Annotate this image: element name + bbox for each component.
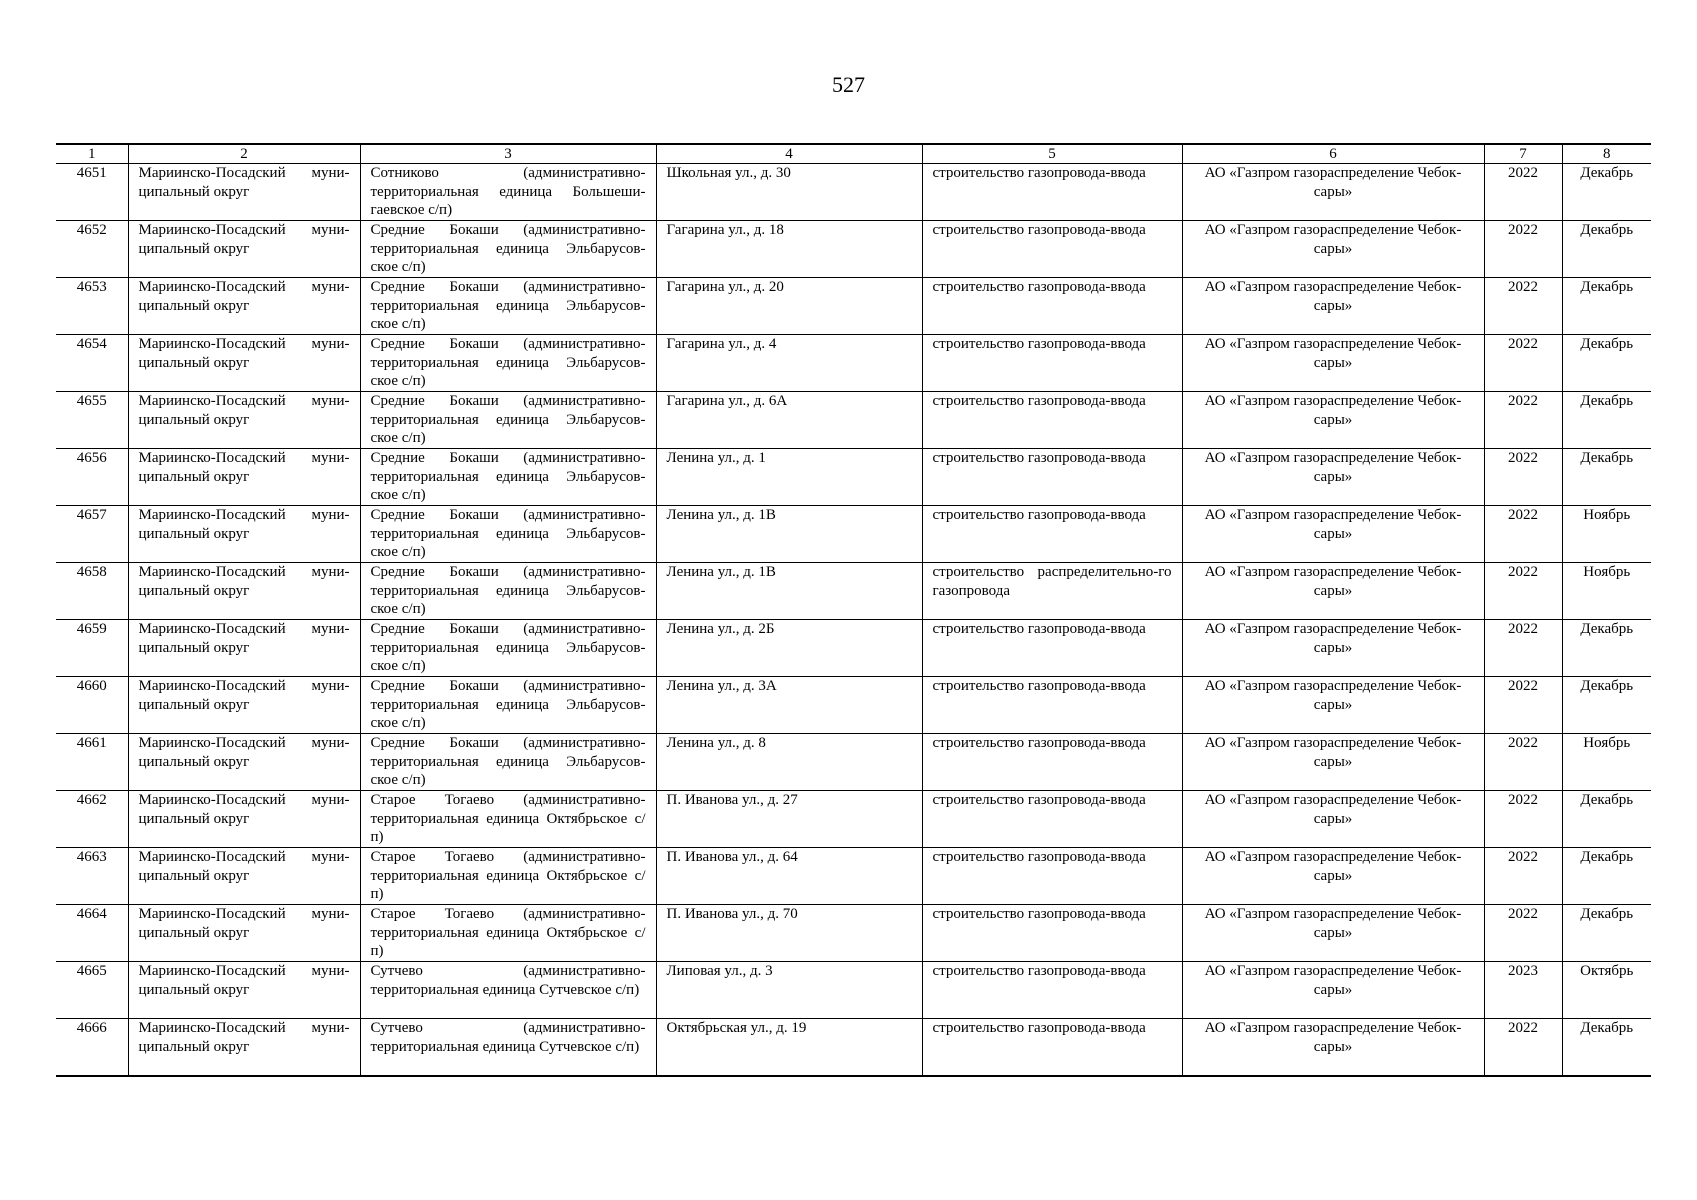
column-header: 5 bbox=[922, 144, 1182, 164]
table-body bbox=[56, 164, 1651, 1076]
month-cell: Декабрь bbox=[1562, 905, 1651, 962]
organization-cell: АО «Газпром газораспределение Чебок-сары» bbox=[1182, 1019, 1484, 1076]
month-cell: Октябрь bbox=[1562, 962, 1651, 1019]
municipality-cell: Мариинско-Посадский муни-ципальный округ bbox=[128, 962, 360, 1019]
month-cell: Декабрь bbox=[1562, 392, 1651, 449]
address-cell: Октябрьская ул., д. 19 bbox=[656, 1019, 922, 1076]
work-type-cell: строительство газопровода-ввода bbox=[922, 848, 1182, 905]
row-number-cell: 4651 bbox=[56, 164, 128, 221]
year-cell: 2023 bbox=[1484, 962, 1562, 1019]
municipality-cell: Мариинско-Посадский муни-ципальный округ bbox=[128, 791, 360, 848]
row-number-cell: 4666 bbox=[56, 1019, 128, 1076]
address-cell: Ленина ул., д. 1 bbox=[656, 449, 922, 506]
year-cell: 2022 bbox=[1484, 449, 1562, 506]
address-cell: Ленина ул., д. 2Б bbox=[656, 620, 922, 677]
column-header: 3 bbox=[360, 144, 656, 164]
row-number-cell: 4658 bbox=[56, 563, 128, 620]
municipality-cell: Мариинско-Посадский муни-ципальный округ bbox=[128, 734, 360, 791]
settlement-cell: Старое Тогаево (административно-территориальная единица Октябрьское с/п) bbox=[360, 905, 656, 962]
work-type-cell: строительство газопровода-ввода bbox=[922, 221, 1182, 278]
row-number-cell: 4657 bbox=[56, 506, 128, 563]
municipality-cell: Мариинско-Посадский муни-ципальный округ bbox=[128, 278, 360, 335]
column-header: 4 bbox=[656, 144, 922, 164]
work-type-cell: строительство газопровода-ввода bbox=[922, 335, 1182, 392]
municipality-cell: Мариинско-Посадский муни-ципальный округ bbox=[128, 449, 360, 506]
municipality-cell: Мариинско-Посадский муни-ципальный округ bbox=[128, 392, 360, 449]
address-cell: Школьная ул., д. 30 bbox=[656, 164, 922, 221]
organization-cell: АО «Газпром газораспределение Чебок-сары» bbox=[1182, 392, 1484, 449]
organization-cell: АО «Газпром газораспределение Чебок-сары» bbox=[1182, 962, 1484, 1019]
work-type-cell: строительство газопровода-ввода bbox=[922, 734, 1182, 791]
month-cell: Декабрь bbox=[1562, 620, 1651, 677]
work-type-cell: строительство газопровода-ввода bbox=[922, 620, 1182, 677]
organization-cell: АО «Газпром газораспределение Чебок-сары» bbox=[1182, 449, 1484, 506]
month-cell: Декабрь bbox=[1562, 164, 1651, 221]
column-header: 2 bbox=[128, 144, 360, 164]
year-cell: 2022 bbox=[1484, 563, 1562, 620]
month-cell: Ноябрь bbox=[1562, 734, 1651, 791]
year-cell: 2022 bbox=[1484, 164, 1562, 221]
column-header: 6 bbox=[1182, 144, 1484, 164]
month-cell: Декабрь bbox=[1562, 449, 1651, 506]
row-number-cell: 4660 bbox=[56, 677, 128, 734]
work-type-cell: строительство газопровода-ввода bbox=[922, 506, 1182, 563]
row-number-cell: 4654 bbox=[56, 335, 128, 392]
year-cell: 2022 bbox=[1484, 278, 1562, 335]
table-row bbox=[56, 335, 1651, 392]
municipality-cell: Мариинско-Посадский муни-ципальный округ bbox=[128, 221, 360, 278]
month-cell: Декабрь bbox=[1562, 848, 1651, 905]
settlement-cell: Средние Бокаши (административно-территориальная единица Эльбарусов-ское с/п) bbox=[360, 734, 656, 791]
settlement-cell: Сутчево (административно-территориальная единица Сутчевское с/п) bbox=[360, 962, 656, 1019]
table-row bbox=[56, 392, 1651, 449]
work-type-cell: строительство газопровода-ввода bbox=[922, 962, 1182, 1019]
address-cell: Липовая ул., д. 3 bbox=[656, 962, 922, 1019]
municipality-cell: Мариинско-Посадский муни-ципальный округ bbox=[128, 848, 360, 905]
row-number-cell: 4662 bbox=[56, 791, 128, 848]
organization-cell: АО «Газпром газораспределение Чебок-сары» bbox=[1182, 791, 1484, 848]
address-cell: П. Иванова ул., д. 70 bbox=[656, 905, 922, 962]
organization-cell: АО «Газпром газораспределение Чебок-сары» bbox=[1182, 164, 1484, 221]
organization-cell: АО «Газпром газораспределение Чебок-сары» bbox=[1182, 278, 1484, 335]
address-cell: П. Иванова ул., д. 27 bbox=[656, 791, 922, 848]
year-cell: 2022 bbox=[1484, 620, 1562, 677]
schedule-table bbox=[56, 143, 1651, 1077]
work-type-cell: строительство газопровода-ввода bbox=[922, 392, 1182, 449]
work-type-cell: строительство газопровода-ввода bbox=[922, 1019, 1182, 1076]
table-row bbox=[56, 164, 1651, 221]
table-row bbox=[56, 734, 1651, 791]
organization-cell: АО «Газпром газораспределение Чебок-сары» bbox=[1182, 221, 1484, 278]
column-header: 1 bbox=[56, 144, 128, 164]
organization-cell: АО «Газпром газораспределение Чебок-сары» bbox=[1182, 677, 1484, 734]
table-row bbox=[56, 1019, 1651, 1076]
year-cell: 2022 bbox=[1484, 848, 1562, 905]
address-cell: П. Иванова ул., д. 64 bbox=[656, 848, 922, 905]
column-number-header-row bbox=[56, 144, 1651, 164]
address-cell: Гагарина ул., д. 20 bbox=[656, 278, 922, 335]
settlement-cell: Средние Бокаши (административно-территориальная единица Эльбарусов-ское с/п) bbox=[360, 335, 656, 392]
settlement-cell: Средние Бокаши (административно-территориальная единица Эльбарусов-ское с/п) bbox=[360, 563, 656, 620]
row-number-cell: 4659 bbox=[56, 620, 128, 677]
year-cell: 2022 bbox=[1484, 734, 1562, 791]
month-cell: Ноябрь bbox=[1562, 563, 1651, 620]
table-row bbox=[56, 620, 1651, 677]
organization-cell: АО «Газпром газораспределение Чебок-сары» bbox=[1182, 734, 1484, 791]
row-number-cell: 4652 bbox=[56, 221, 128, 278]
organization-cell: АО «Газпром газораспределение Чебок-сары» bbox=[1182, 506, 1484, 563]
organization-cell: АО «Газпром газораспределение Чебок-сары» bbox=[1182, 848, 1484, 905]
month-cell: Декабрь bbox=[1562, 278, 1651, 335]
settlement-cell: Средние Бокаши (административно-территориальная единица Эльбарусов-ское с/п) bbox=[360, 221, 656, 278]
month-cell: Декабрь bbox=[1562, 677, 1651, 734]
organization-cell: АО «Газпром газораспределение Чебок-сары» bbox=[1182, 335, 1484, 392]
municipality-cell: Мариинско-Посадский муни-ципальный округ bbox=[128, 164, 360, 221]
month-cell: Декабрь bbox=[1562, 221, 1651, 278]
settlement-cell: Средние Бокаши (административно-территориальная единица Эльбарусов-ское с/п) bbox=[360, 506, 656, 563]
work-type-cell: строительство газопровода-ввода bbox=[922, 164, 1182, 221]
municipality-cell: Мариинско-Посадский муни-ципальный округ bbox=[128, 506, 360, 563]
work-type-cell: строительство газопровода-ввода bbox=[922, 791, 1182, 848]
table-row bbox=[56, 506, 1651, 563]
year-cell: 2022 bbox=[1484, 791, 1562, 848]
address-cell: Гагарина ул., д. 4 bbox=[656, 335, 922, 392]
address-cell: Ленина ул., д. 1В bbox=[656, 563, 922, 620]
month-cell: Ноябрь bbox=[1562, 506, 1651, 563]
address-cell: Ленина ул., д. 8 bbox=[656, 734, 922, 791]
row-number-cell: 4653 bbox=[56, 278, 128, 335]
municipality-cell: Мариинско-Посадский муни-ципальный округ bbox=[128, 677, 360, 734]
settlement-cell: Средние Бокаши (административно-территориальная единица Эльбарусов-ское с/п) bbox=[360, 278, 656, 335]
year-cell: 2022 bbox=[1484, 335, 1562, 392]
table-row bbox=[56, 677, 1651, 734]
settlement-cell: Сутчево (административно-территориальная единица Сутчевское с/п) bbox=[360, 1019, 656, 1076]
settlement-cell: Сотниково (административно-территориальная единица Большеши-гаевское с/п) bbox=[360, 164, 656, 221]
work-type-cell: строительство газопровода-ввода bbox=[922, 905, 1182, 962]
year-cell: 2022 bbox=[1484, 392, 1562, 449]
work-type-cell: строительство газопровода-ввода bbox=[922, 677, 1182, 734]
municipality-cell: Мариинско-Посадский муни-ципальный округ bbox=[128, 335, 360, 392]
organization-cell: АО «Газпром газораспределение Чебок-сары» bbox=[1182, 620, 1484, 677]
year-cell: 2022 bbox=[1484, 506, 1562, 563]
table-row bbox=[56, 221, 1651, 278]
row-number-cell: 4656 bbox=[56, 449, 128, 506]
address-cell: Ленина ул., д. 3А bbox=[656, 677, 922, 734]
work-type-cell: строительство газопровода-ввода bbox=[922, 449, 1182, 506]
settlement-cell: Средние Бокаши (административно-территориальная единица Эльбарусов-ское с/п) bbox=[360, 620, 656, 677]
page-number: 527 bbox=[832, 72, 865, 97]
month-cell: Декабрь bbox=[1562, 791, 1651, 848]
row-number-cell: 4665 bbox=[56, 962, 128, 1019]
address-cell: Гагарина ул., д. 18 bbox=[656, 221, 922, 278]
month-cell: Декабрь bbox=[1562, 1019, 1651, 1076]
organization-cell: АО «Газпром газораспределение Чебок-сары» bbox=[1182, 905, 1484, 962]
year-cell: 2022 bbox=[1484, 221, 1562, 278]
address-cell: Гагарина ул., д. 6А bbox=[656, 392, 922, 449]
row-number-cell: 4655 bbox=[56, 392, 128, 449]
month-cell: Декабрь bbox=[1562, 335, 1651, 392]
municipality-cell: Мариинско-Посадский муни-ципальный округ bbox=[128, 563, 360, 620]
address-cell: Ленина ул., д. 1В bbox=[656, 506, 922, 563]
year-cell: 2022 bbox=[1484, 905, 1562, 962]
municipality-cell: Мариинско-Посадский муни-ципальный округ bbox=[128, 1019, 360, 1076]
row-number-cell: 4661 bbox=[56, 734, 128, 791]
settlement-cell: Средние Бокаши (административно-территориальная единица Эльбарусов-ское с/п) bbox=[360, 677, 656, 734]
year-cell: 2022 bbox=[1484, 1019, 1562, 1076]
settlement-cell: Старое Тогаево (административно-территориальная единица Октябрьское с/п) bbox=[360, 791, 656, 848]
table-row bbox=[56, 962, 1651, 1019]
year-cell: 2022 bbox=[1484, 677, 1562, 734]
table-row bbox=[56, 449, 1651, 506]
column-header: 7 bbox=[1484, 144, 1562, 164]
settlement-cell: Старое Тогаево (административно-территориальная единица Октябрьское с/п) bbox=[360, 848, 656, 905]
table-row bbox=[56, 905, 1651, 962]
row-number-cell: 4663 bbox=[56, 848, 128, 905]
table-row bbox=[56, 563, 1651, 620]
organization-cell: АО «Газпром газораспределение Чебок-сары» bbox=[1182, 563, 1484, 620]
table-row bbox=[56, 791, 1651, 848]
column-header: 8 bbox=[1562, 144, 1651, 164]
municipality-cell: Мариинско-Посадский муни-ципальный округ bbox=[128, 905, 360, 962]
settlement-cell: Средние Бокаши (административно-территориальная единица Эльбарусов-ское с/п) bbox=[360, 449, 656, 506]
table-row bbox=[56, 848, 1651, 905]
table-row bbox=[56, 278, 1651, 335]
municipality-cell: Мариинско-Посадский муни-ципальный округ bbox=[128, 620, 360, 677]
work-type-cell: строительство газопровода-ввода bbox=[922, 278, 1182, 335]
work-type-cell: строительство распределительно-го газопровода bbox=[922, 563, 1182, 620]
row-number-cell: 4664 bbox=[56, 905, 128, 962]
settlement-cell: Средние Бокаши (административно-территориальная единица Эльбарусов-ское с/п) bbox=[360, 392, 656, 449]
